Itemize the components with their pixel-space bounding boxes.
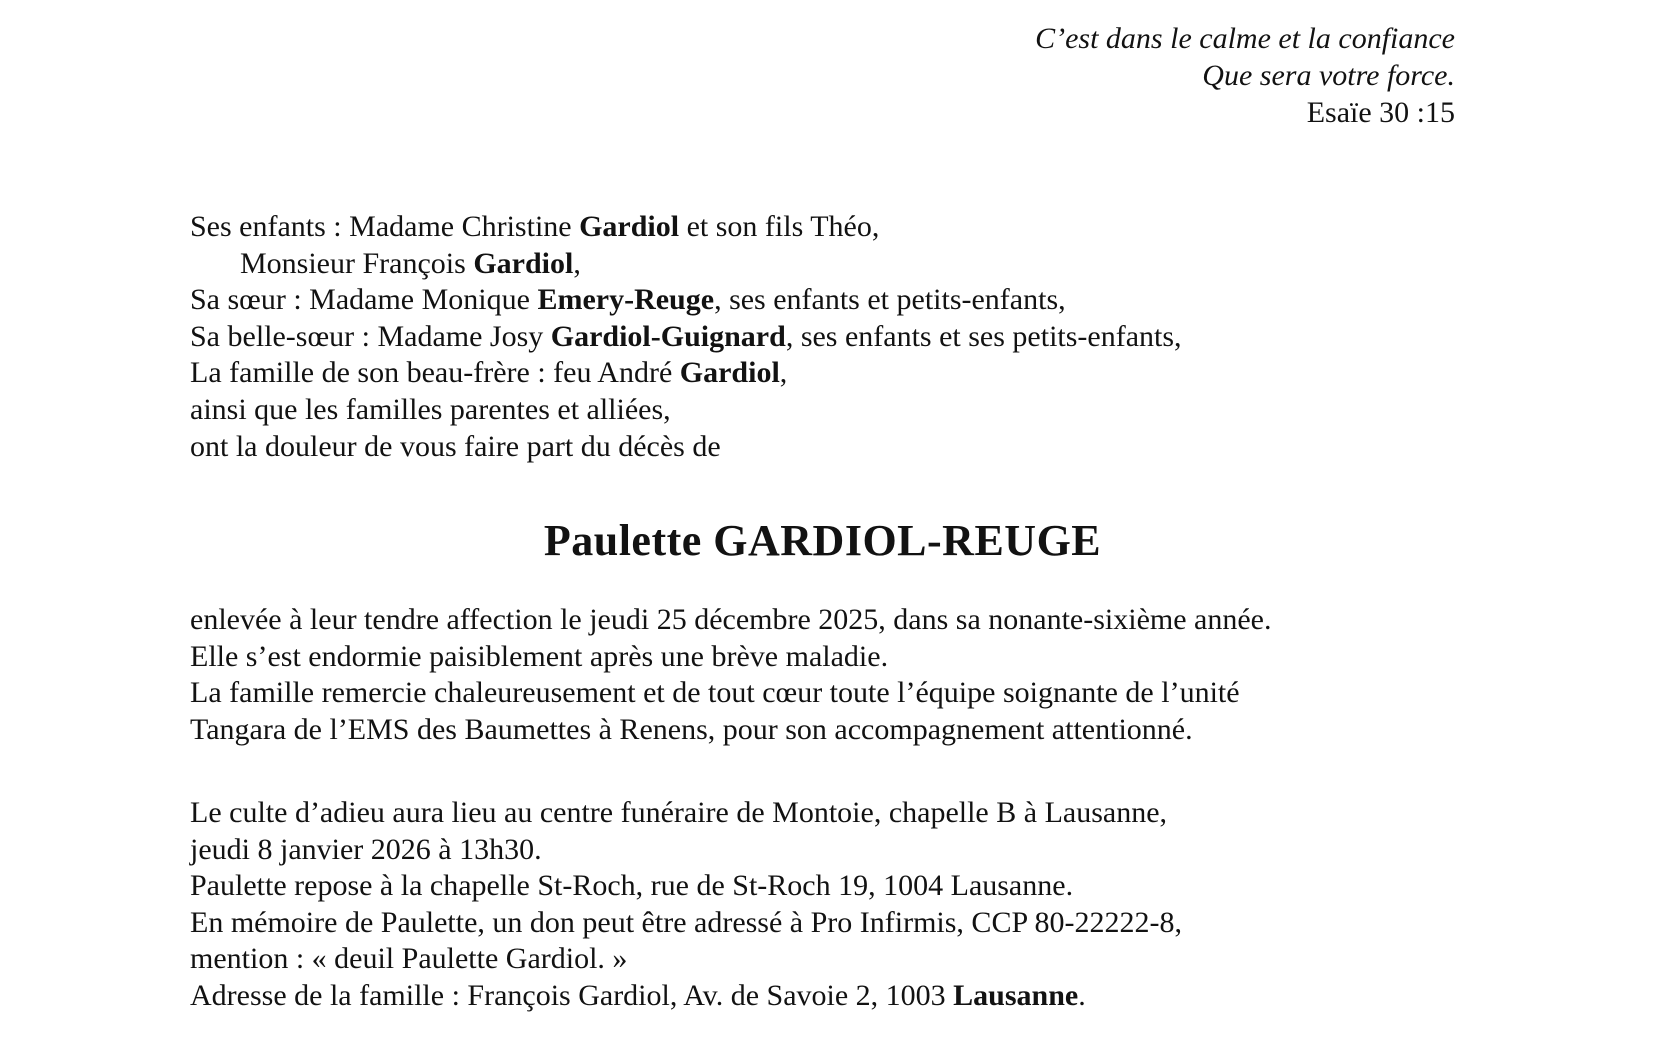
text-line: Tangara de l’EMS des Baumettes à Renens, pour son accompagnement attentionné. — [190, 712, 1193, 746]
text-line: Elle s’est endormie paisiblement après une brève maladie. — [190, 639, 889, 673]
text-line: Sa belle-sœur : Madame Josy Gardiol-Guignard, ses enfants et ses petits-enfants, — [190, 319, 1182, 353]
epigraph — [190, 20, 1455, 131]
text-line: La famille de son beau-frère : feu André Gardiol, — [190, 356, 788, 390]
scripture-reference: Esaïe 30 :15 — [1306, 96, 1455, 129]
text-line: enlevée à leur tendre affection le jeudi 25 décembre 2025, dans sa nonante-sixième année. — [190, 603, 1272, 636]
text-line: ont la douleur de vous faire part du décès de — [190, 429, 721, 463]
paragraph-family — [190, 209, 1455, 465]
text-line: mention : « deuil Paulette Gardiol. » — [190, 942, 628, 976]
deceased-name-title: Paulette GARDIOL-REUGE — [543, 516, 1102, 565]
epigraph-line-1: C’est dans le calme et la confiance — [1035, 22, 1455, 55]
text-line: Sa sœur : Madame Monique Emery-Reuge, ses enfants et petits-enfants, — [190, 283, 1066, 317]
text-line: Monsieur François Gardiol, — [240, 246, 581, 280]
text-line: Paulette repose à la chapelle St-Roch, rue de St-Roch 19, 1004 Lausanne. — [190, 869, 1074, 903]
text-line: Ses enfants : Madame Christine Gardiol et son fils Théo, — [190, 210, 880, 243]
text-line: jeudi 8 janvier 2026 à 13h30. — [190, 832, 542, 866]
text-line: En mémoire de Paulette, un don peut être adressé à Pro Infirmis, CCP 80-22222-8, — [190, 905, 1183, 939]
paragraph-death-details — [190, 602, 1455, 748]
epigraph-line-2: Que sera votre force. — [1202, 59, 1455, 92]
text-line: Adresse de la famille : François Gardiol, Av. de Savoie 2, 1003 Lausanne. — [190, 978, 1086, 1012]
text-line: ainsi que les familles parentes et alliées, — [190, 392, 671, 426]
paragraph-ceremony-details — [190, 795, 1455, 1015]
text-line: Le culte d’adieu aura lieu au centre funéraire de Montoie, chapelle B à Lausanne, — [190, 796, 1168, 829]
text-line: La famille remercie chaleureusement et de tout cœur toute l’équipe soignante de l’unité — [190, 676, 1240, 710]
